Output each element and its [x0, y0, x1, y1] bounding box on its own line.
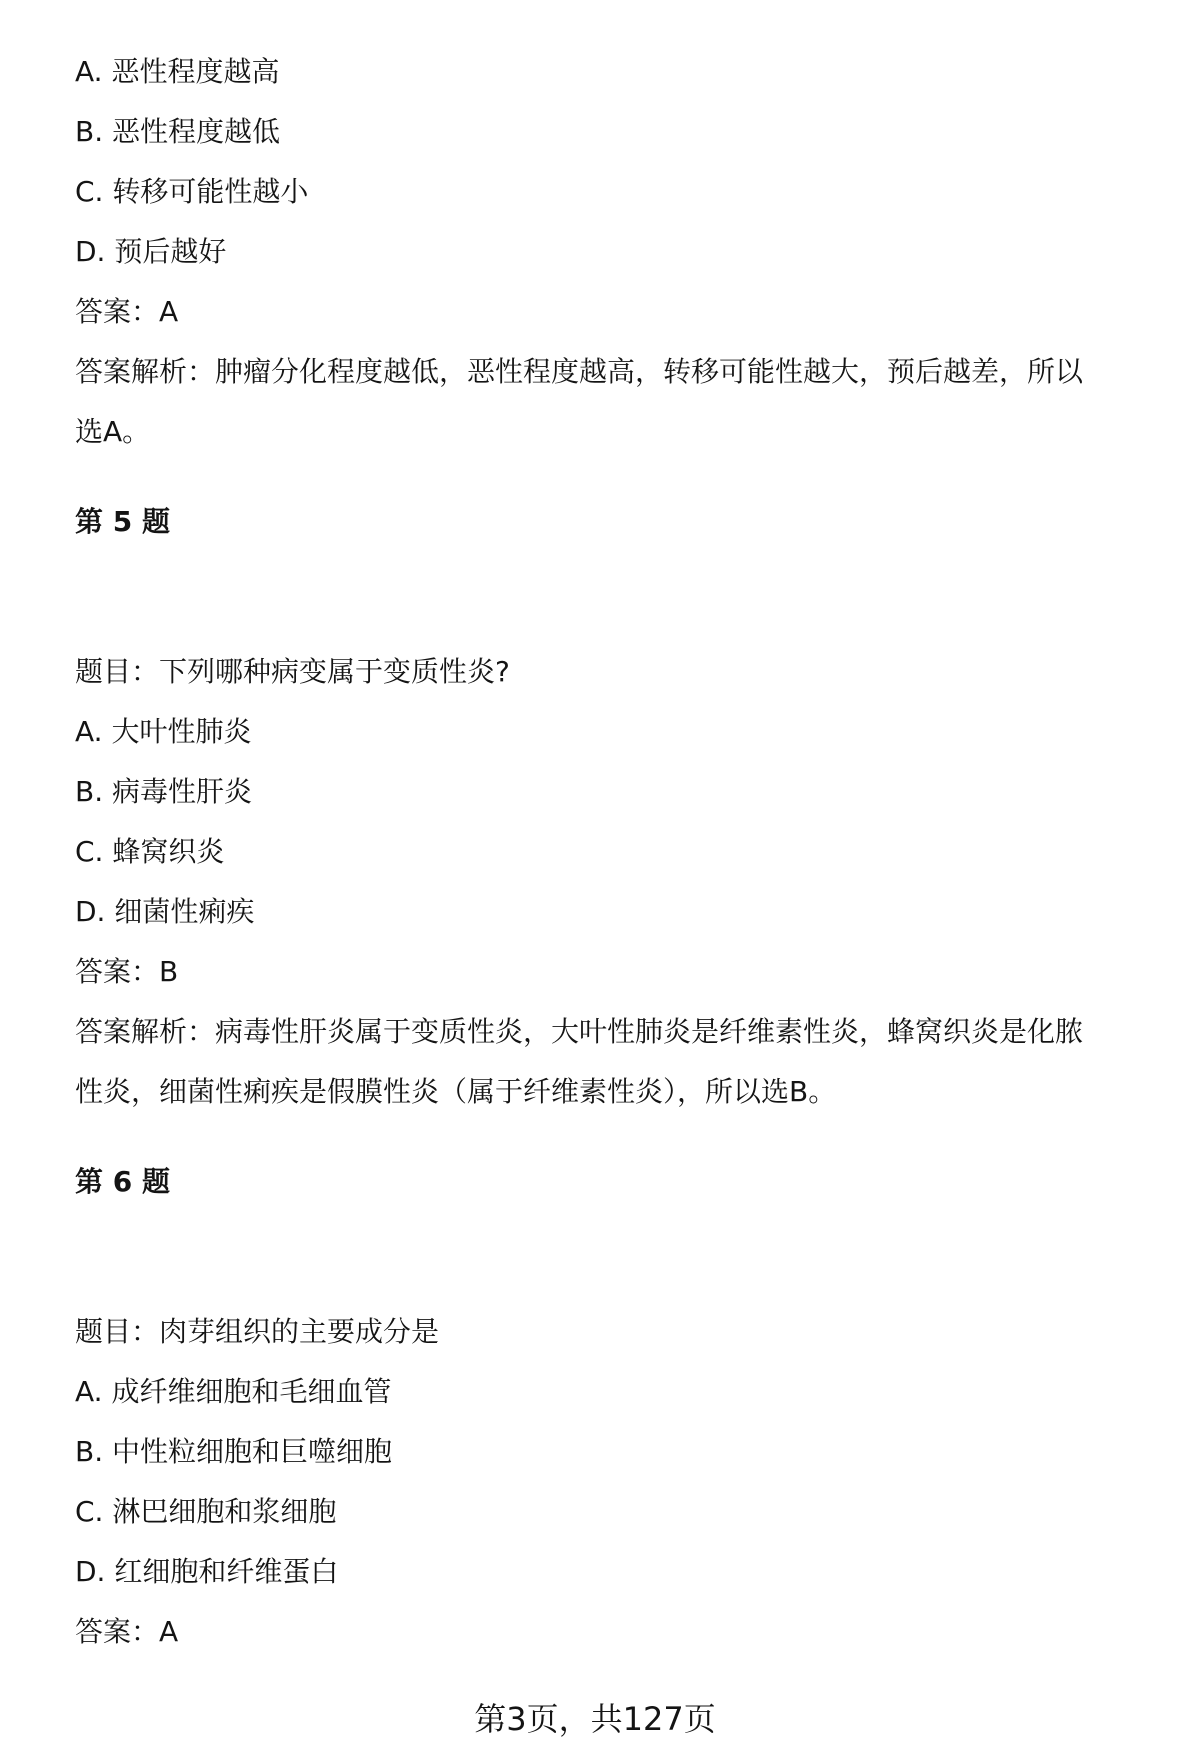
q4-option-c: C. 转移可能性越小	[75, 175, 309, 208]
q5-explanation-line-2: 性炎，细菌性痢疾是假膜性炎（属于纤维素性炎），所以选B。	[75, 1075, 837, 1108]
q4-option-a: A. 恶性程度越高	[75, 55, 280, 88]
q5-question: 题目：下列哪种病变属于变质性炎?	[75, 655, 510, 688]
q5-answer: 答案：B	[75, 955, 179, 988]
q5-option-a: A. 大叶性肺炎	[75, 715, 252, 748]
q4-explanation-line-1: 答案解析：肿瘤分化程度越低，恶性程度越高，转移可能性越大，预后越差，所以	[75, 355, 1084, 388]
page-number: 第3页，共127页	[474, 1700, 716, 1738]
q6-question: 题目：肉芽组织的主要成分是	[75, 1315, 440, 1348]
q4-option-b: B. 恶性程度越低	[75, 115, 281, 148]
q6-answer: 答案：A	[75, 1615, 179, 1648]
q6-option-a: A. 成纤维细胞和毛细血管	[75, 1375, 392, 1408]
q6-option-d: D. 红细胞和纤维蛋白	[75, 1555, 339, 1588]
q5-heading: 第 5 题	[75, 505, 170, 538]
q6-option-c: C. 淋巴细胞和浆细胞	[75, 1495, 337, 1528]
q5-option-c: C. 蜂窝织炎	[75, 835, 225, 868]
q5-option-b: B. 病毒性肝炎	[75, 775, 253, 808]
q6-option-b: B. 中性粒细胞和巨噬细胞	[75, 1435, 393, 1468]
q5-explanation-line-1: 答案解析：病毒性肝炎属于变质性炎，大叶性肺炎是纤维素性炎，蜂窝织炎是化脓	[75, 1015, 1084, 1048]
q4-answer: 答案：A	[75, 295, 179, 328]
q4-explanation-line-2: 选A。	[75, 415, 151, 448]
q6-heading: 第 6 题	[75, 1165, 170, 1198]
q4-option-d: D. 预后越好	[75, 235, 227, 268]
q5-option-d: D. 细菌性痢疾	[75, 895, 255, 928]
